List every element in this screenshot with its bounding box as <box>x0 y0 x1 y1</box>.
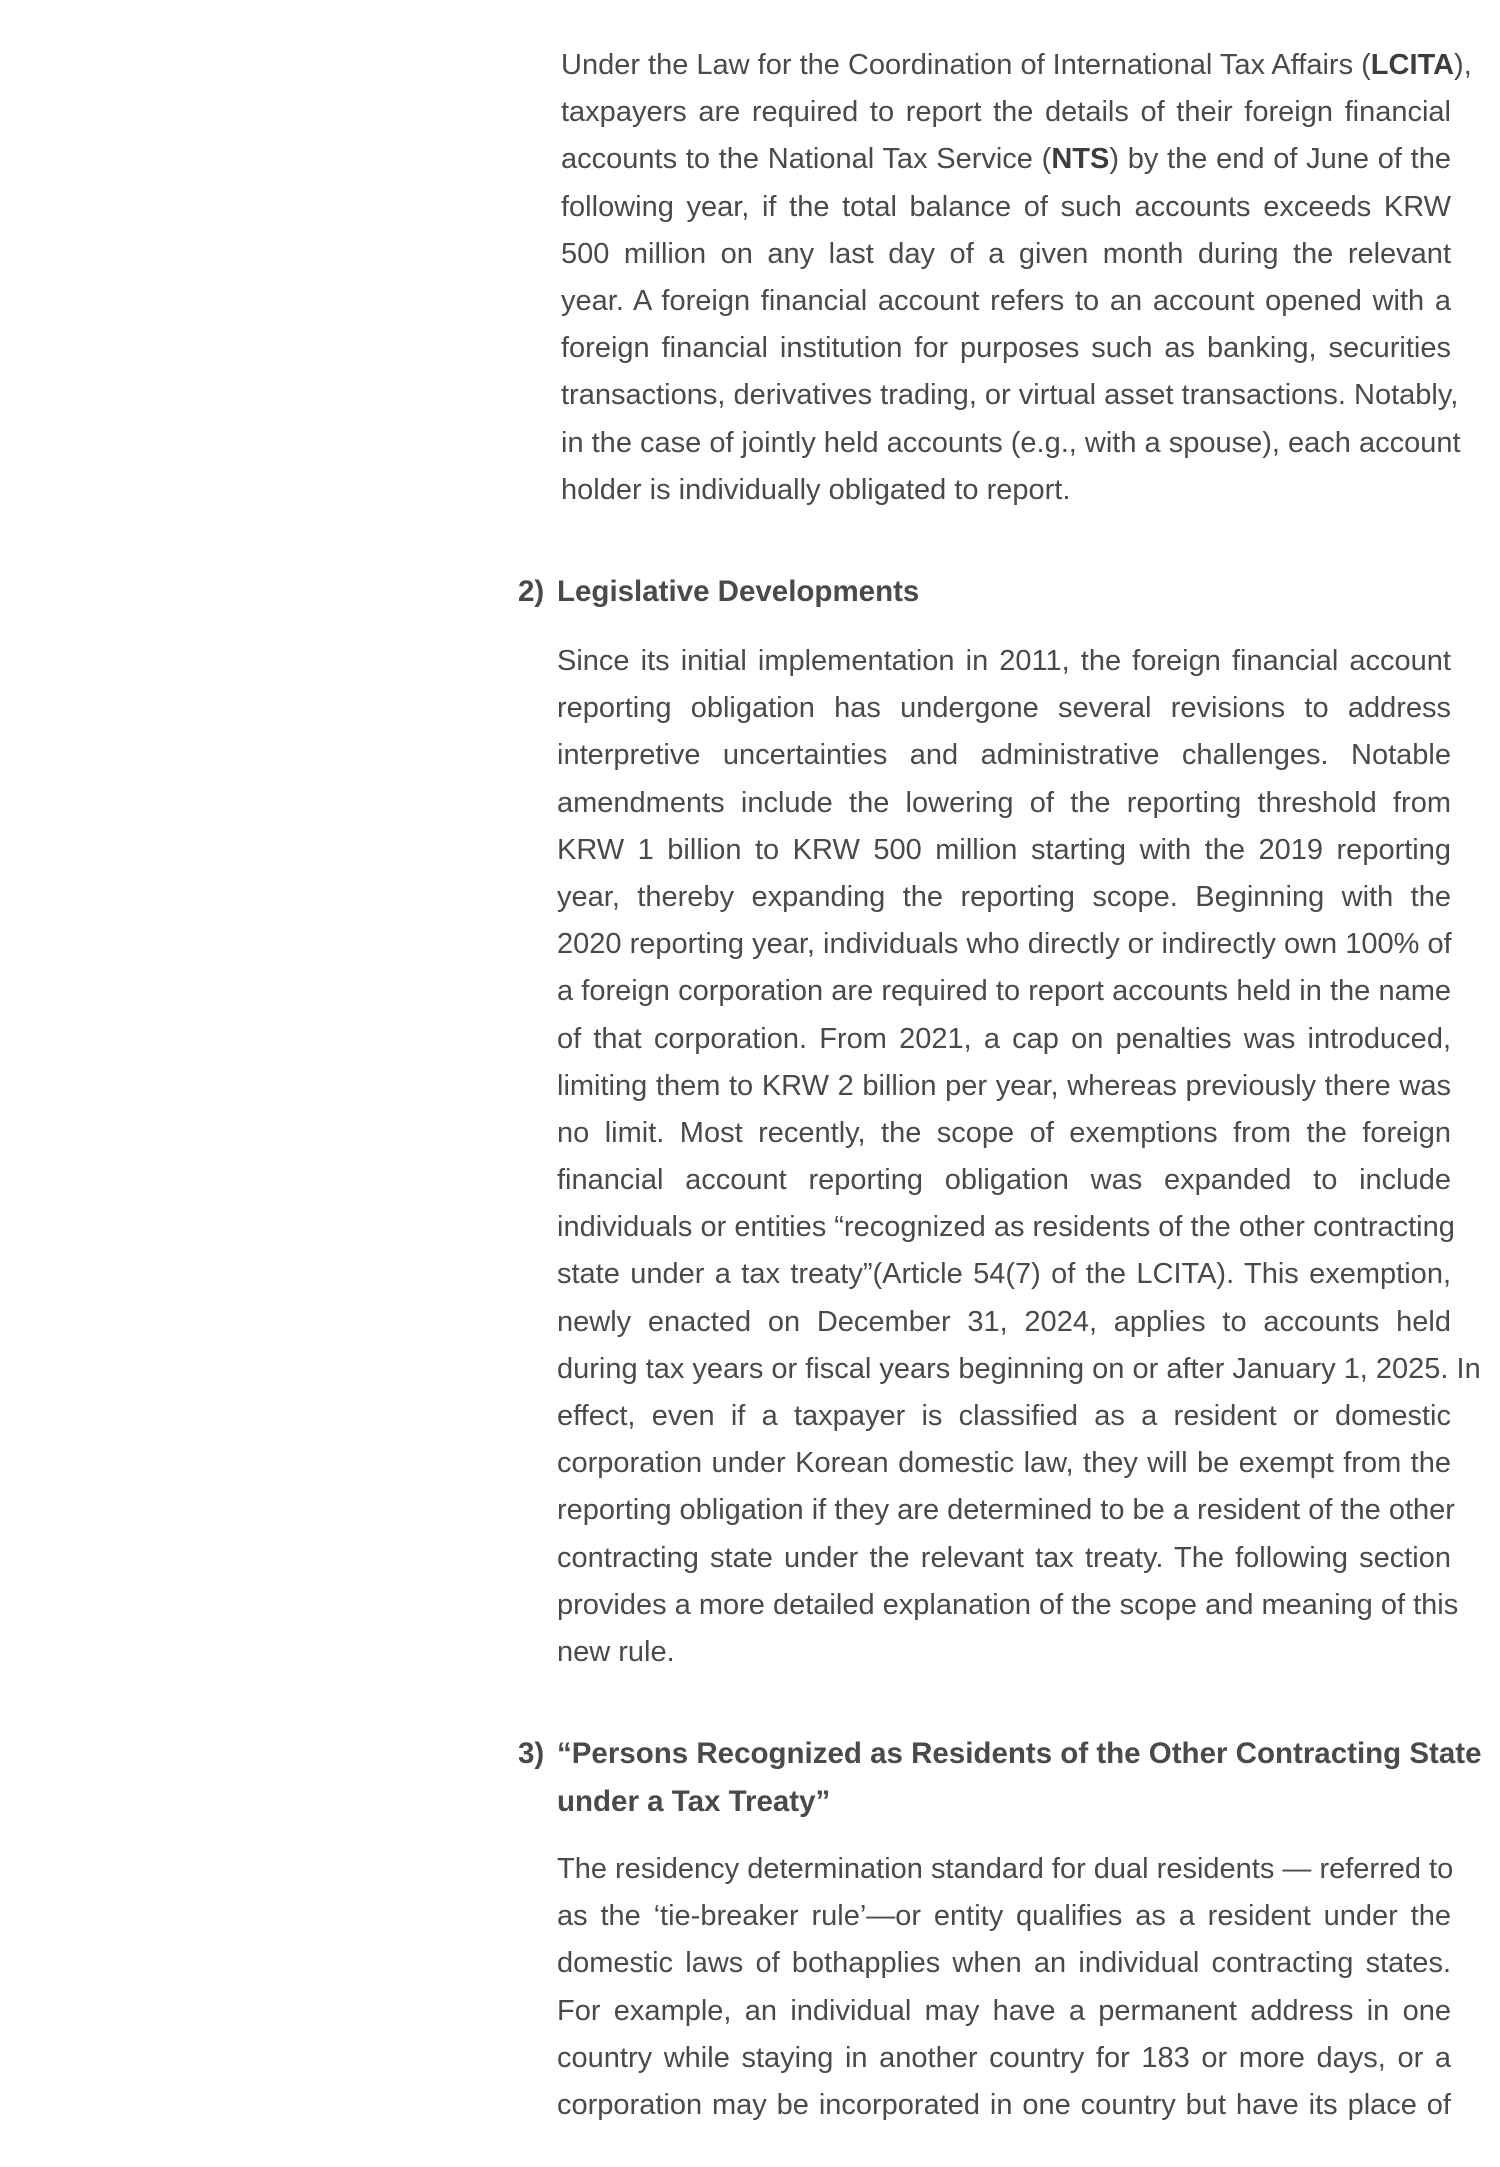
paragraph-line: financial account reporting obligation was expanded to include <box>557 1164 1451 1197</box>
bold-term: LCITA <box>1370 49 1455 81</box>
paragraph-line: amendments include the lowering of the reporting threshold from <box>557 786 1451 819</box>
text-segment: accounts to the National Tax Service ( <box>561 143 1052 176</box>
paragraph-line: of that corporation. From 2021, a cap on penalties was introduced, <box>557 1022 1451 1055</box>
paragraph-line: reporting obligation if they are determined to be a resident of the other <box>557 1494 1455 1527</box>
paragraph-line: domestic laws of bothapplies when an individual contracting states. <box>557 1947 1451 1980</box>
paragraph-line: interpretive uncertainties and administrative challenges. Notable <box>557 739 1451 772</box>
paragraph-line: year, thereby expanding the reporting scope. Beginning with the <box>557 880 1451 913</box>
section-title <box>557 1730 1482 1826</box>
paragraph-line: 500 million on any last day of a given month during the relevant <box>561 237 1451 270</box>
paragraph-line: The residency determination standard for dual residents — referred to <box>557 1853 1454 1885</box>
paragraph-line: new rule. <box>557 1635 675 1668</box>
paragraph-line: during tax years or fiscal years beginning on or after January 1, 2025. In <box>557 1352 1481 1385</box>
paragraph-line: a foreign corporation are required to report accounts held in the name <box>557 975 1451 1008</box>
section-number: 2) <box>518 575 545 608</box>
paragraph-line: provides a more detailed explanation of the scope and meaning of this <box>557 1588 1459 1621</box>
paragraph-line: contracting state under the relevant tax treaty. The following section <box>557 1541 1451 1574</box>
paragraph-line: newly enacted on December 31, 2024, applies to accounts held <box>557 1305 1451 1338</box>
bold-term: NTS <box>1051 143 1110 176</box>
section1-paragraph <box>561 42 1472 514</box>
paragraph-line: following year, if the total balance of such accounts exceeds KRW <box>561 190 1451 223</box>
paragraph-line: state under a tax treaty”(Article 54(7) of the LCITA). This exemption, <box>557 1258 1451 1291</box>
paragraph-line: KRW 1 billion to KRW 500 million starting with the 2019 reporting <box>557 833 1451 866</box>
section2-paragraph <box>557 638 1481 1676</box>
paragraph-line <box>561 42 1472 89</box>
section-title: Legislative Developments <box>557 575 920 608</box>
paragraph-line: country while staying in another country for 183 or more days, or a <box>557 2041 1451 2074</box>
text-segment: ) by the end of June of the <box>1109 143 1451 176</box>
paragraph-line: individuals or entities “recognized as residents of the other contracting <box>557 1211 1455 1244</box>
paragraph-line: reporting obligation has undergone several revisions to address <box>557 692 1451 725</box>
paragraph-line: limiting them to KRW 2 billion per year, whereas previously there was <box>557 1069 1451 1102</box>
section3-heading <box>518 1730 1482 1826</box>
section2-heading <box>518 568 1458 616</box>
heading-line: under a Tax Treaty” <box>557 1785 831 1818</box>
paragraph-line: year. A foreign financial account refers to an account opened with a <box>561 284 1451 317</box>
paragraph-line: in the case of jointly held accounts (e.g., with a spouse), each account <box>561 426 1461 459</box>
text-segment: Under the Law for the Coordination of International Tax Affairs ( <box>561 49 1371 81</box>
paragraph-line: For example, an individual may have a permanent address in one <box>557 1994 1451 2027</box>
paragraph-line: holder is individually obligated to report. <box>561 473 1071 506</box>
paragraph-line: transactions, derivatives trading, or virtual asset transactions. Notably, <box>561 379 1459 412</box>
paragraph-line: no limit. Most recently, the scope of exemptions from the foreign <box>557 1116 1451 1149</box>
paragraph-line: effect, even if a taxpayer is classified as a resident or domestic <box>557 1400 1451 1432</box>
section-number: 3) <box>518 1737 545 1770</box>
paragraph-line: corporation may be incorporated in one country but have its place of <box>557 2088 1451 2121</box>
section3-paragraph <box>557 1846 1454 2129</box>
heading-line: “Persons Recognized as Residents of the Other Contracting State <box>557 1737 1482 1770</box>
text-segment: ), <box>1454 49 1472 81</box>
paragraph-line: corporation under Korean domestic law, they will be exempt from the <box>557 1447 1451 1480</box>
paragraph-line: foreign financial institution for purposes such as banking, securities <box>561 332 1451 365</box>
paragraph-line: Since its initial implementation in 2011, the foreign financial account <box>557 645 1451 677</box>
paragraph-line: taxpayers are required to report the details of their foreign financial <box>561 96 1451 129</box>
paragraph-line <box>561 136 1451 183</box>
paragraph-line: as the ‘tie-breaker rule’—or entity qualifies as a resident under the <box>557 1900 1451 1933</box>
paragraph-line: 2020 reporting year, individuals who directly or indirectly own 100% of <box>557 928 1452 961</box>
